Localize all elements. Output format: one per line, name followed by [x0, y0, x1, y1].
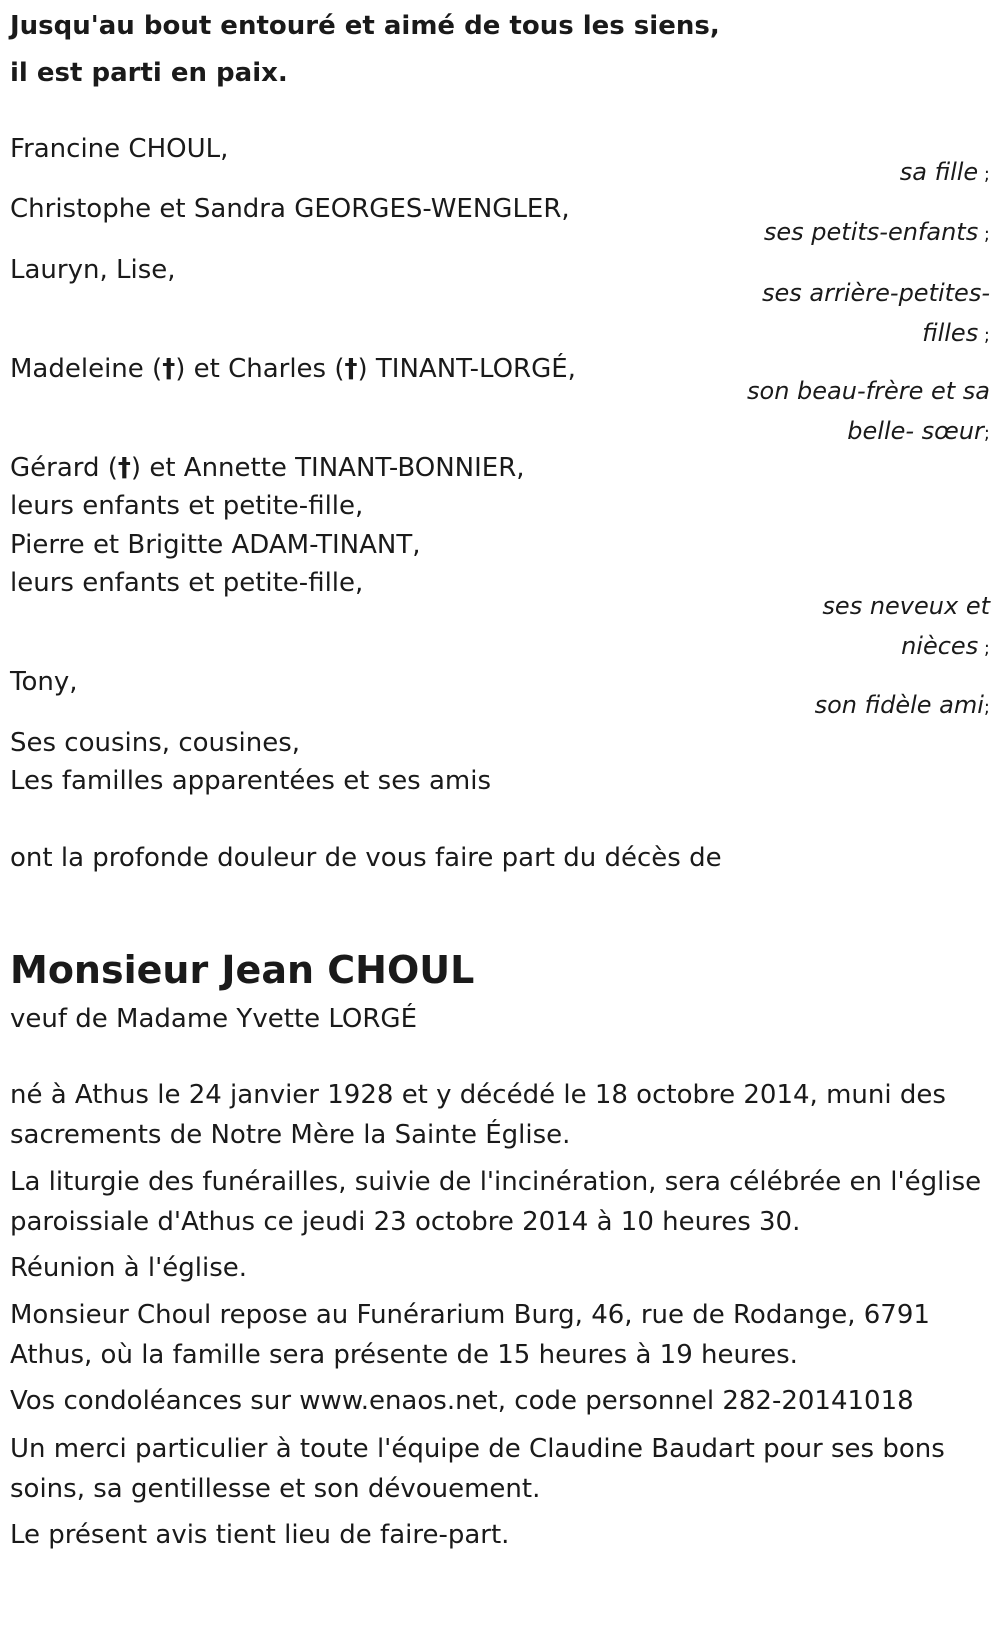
announcement-text: ont la profonde douleur de vous faire part du décès de [10, 843, 722, 873]
family-christophe: Christophe et Sandra GEORGES-WENGLER, [10, 194, 570, 224]
birth-death-paragraph: né à Athus le 24 janvier 1928 et y décédé le 18 octobre 2014, muni des sacrements de Notre Mère la Sainte Église. [10, 1080, 946, 1150]
funerarium-paragraph: Monsieur Choul repose au Funérarium Burg, 46, rue de Rodange, 6791 Athus, où la famille sera présente de 15 heures à 19 heures. [10, 1300, 930, 1370]
family-gerard: Gérard (†) et Annette TINANT-BONNIER, [10, 453, 525, 483]
liturgy-paragraph: La liturgie des funérailles, suivie de l'incinération, sera célébrée en l'église paroissiale d'Athus ce jeudi 23 octobre 2014 à 10 heures 30. [10, 1167, 982, 1237]
relation-petits-enfants: ses petits-enfants ; [763, 218, 990, 246]
header-line-2: il est parti en paix. [10, 58, 288, 88]
relation-ami: son fidèle ami; [814, 691, 990, 719]
reunion-paragraph: Réunion à l'église. [10, 1253, 248, 1283]
cross-icon: † [344, 354, 358, 384]
family-pierre-kids: leurs enfants et petite-fille, [10, 568, 364, 598]
family-pierre: Pierre et Brigitte ADAM-TINANT, [10, 530, 421, 560]
family-madeleine: Madeleine (†) et Charles (†) TINANT-LORGÉ, [10, 354, 576, 384]
relation-neveux: ses neveux et nièces ; [822, 592, 990, 660]
cross-icon: † [162, 354, 176, 384]
relation-fille: sa fille ; [899, 158, 990, 186]
relation-arriere-petites-filles: ses arrière-petites- filles ; [762, 279, 990, 347]
family-lauryn: Lauryn, Lise, [10, 255, 176, 285]
header-line-1: Jusqu'au bout entouré et aimé de tous les siens, [10, 11, 720, 41]
family-tony: Tony, [10, 667, 78, 697]
family-francine: Francine CHOUL, [10, 134, 229, 164]
cross-icon: † [117, 453, 131, 483]
condolences-paragraph: Vos condoléances sur www.enaos.net, code personnel 282-20141018 [10, 1386, 914, 1416]
widower-text: veuf de Madame Yvette LORGÉ [10, 1004, 418, 1034]
notice-paragraph: Le présent avis tient lieu de faire-part. [10, 1520, 510, 1550]
family-gerard-kids: leurs enfants et petite-fille, [10, 491, 364, 521]
family-families: Les familles apparentées et ses amis [10, 766, 492, 796]
thanks-paragraph: Un merci particulier à toute l'équipe de Claudine Baudart pour ses bons soins, sa gentillesse et son dévouement. [10, 1434, 945, 1504]
deceased-name: Monsieur Jean CHOUL [10, 948, 475, 992]
family-cousins: Ses cousins, cousines, [10, 728, 301, 758]
relation-beau-frere: son beau-frère et sa belle- sœur; [747, 377, 990, 445]
